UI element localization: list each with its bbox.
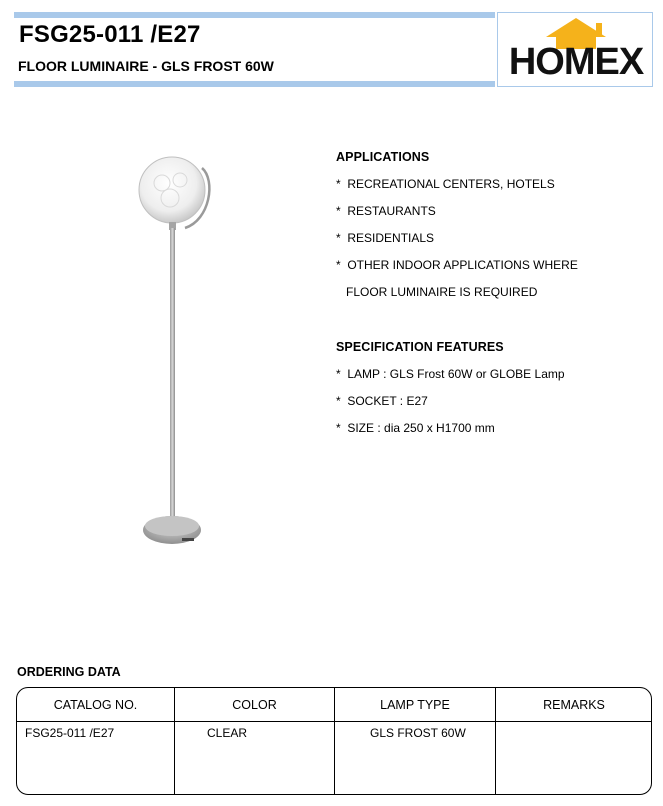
- ordering-title: ORDERING DATA: [17, 665, 121, 679]
- bullet-star-icon: *: [336, 421, 348, 435]
- application-item-continuation: FLOOR LUMINAIRE IS REQUIRED: [346, 285, 538, 299]
- header-bottom-bar: [14, 81, 495, 87]
- table-header-divider: [17, 721, 651, 722]
- bullet-star-icon: *: [336, 394, 348, 408]
- cell-lamp-type: GLS FROST 60W: [370, 726, 466, 740]
- applications-title: APPLICATIONS: [336, 150, 430, 164]
- spec-item: * SIZE : dia 250 x H1700 mm: [336, 421, 495, 435]
- logo-text: HOMEX: [508, 41, 644, 83]
- column-header-remarks: REMARKS: [543, 698, 605, 712]
- specification-section: [336, 340, 504, 354]
- floor-lamp-image: [110, 140, 240, 565]
- bullet-star-icon: *: [336, 231, 348, 245]
- bullet-star-icon: *: [336, 204, 348, 218]
- cell-color: CLEAR: [207, 726, 248, 740]
- application-item: * OTHER INDOOR APPLICATIONS WHERE: [336, 258, 578, 272]
- column-header-lamp-type: LAMP TYPE: [380, 698, 450, 712]
- application-item: * RESIDENTIALS: [336, 231, 435, 245]
- bullet-star-icon: *: [336, 258, 348, 272]
- homex-logo: [497, 12, 653, 87]
- bullet-star-icon: *: [336, 177, 348, 191]
- application-item: * RESTAURANTS: [336, 204, 436, 218]
- bullet-star-icon: *: [336, 367, 348, 381]
- cell-catalog-no: FSG25-011 /E27: [25, 726, 115, 740]
- column-header-color: COLOR: [232, 698, 277, 712]
- spec-item: * SOCKET : E27: [336, 394, 428, 408]
- header-top-bar: [14, 12, 495, 18]
- column-header-catalog: CATALOG NO.: [53, 698, 138, 712]
- spec-item: * LAMP : GLS Frost 60W or GLOBE Lamp: [336, 367, 565, 381]
- application-item: * RECREATIONAL CENTERS, HOTELS: [336, 177, 555, 191]
- product-subtitle: FLOOR LUMINAIRE - GLS FROST 60W: [18, 58, 274, 74]
- specification-title: SPECIFICATION FEATURES: [336, 340, 504, 354]
- ordering-table: [16, 687, 652, 795]
- applications-section: [336, 150, 429, 164]
- model-number: FSG25-011 /E27: [19, 21, 201, 48]
